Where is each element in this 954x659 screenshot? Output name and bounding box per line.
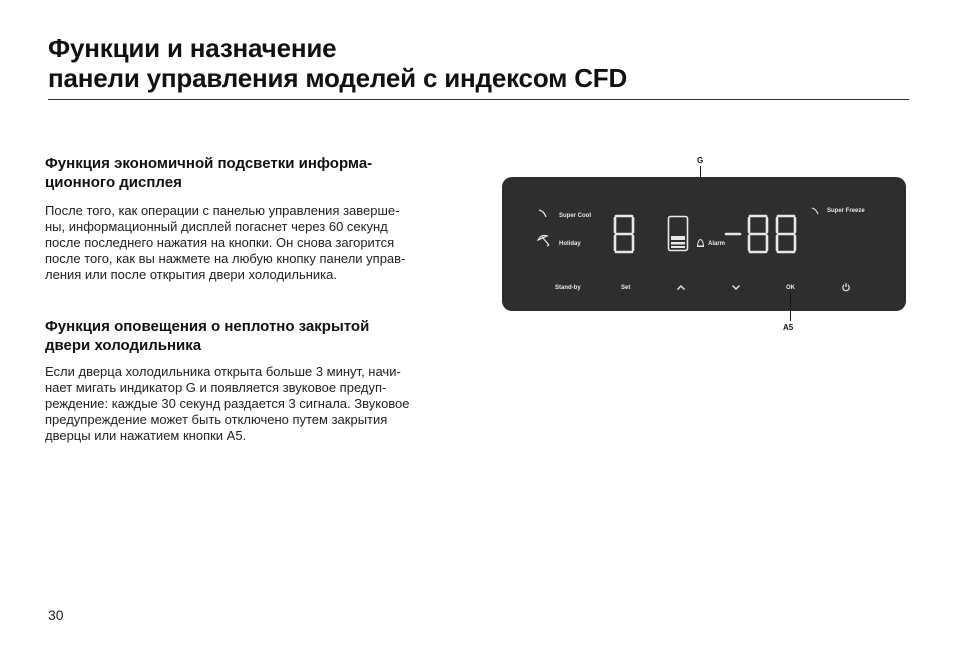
callout-a5-line — [790, 293, 791, 321]
freezer-temp-digits — [724, 214, 802, 254]
section-1-body-line-2: ны, информационный дисплей погаснет через 60 секунд — [45, 219, 388, 234]
control-panel-display — [502, 177, 906, 311]
standby-button[interactable]: Stand-by — [555, 285, 581, 291]
section-2-body-line-3: реждение: каждые 30 секунд раздается 3 сигнала. Звуковое — [45, 396, 410, 411]
super-cool-indicator-icon — [538, 209, 548, 219]
page-title-line-2: панели управления моделей с индексом CFD — [48, 63, 628, 93]
alarm-label: Alarm — [708, 241, 726, 247]
section-1-heading-line-1: Функция экономичной подсветки информа- — [45, 155, 373, 172]
page-title — [48, 33, 627, 93]
set-button[interactable]: Set — [621, 285, 631, 291]
section-heading-economy-display — [45, 154, 455, 192]
super-freeze-label: Super Freeze — [827, 208, 865, 214]
umbrella-icon — [536, 233, 552, 247]
down-arrow-icon[interactable] — [731, 284, 741, 291]
bell-icon — [696, 238, 705, 248]
section-2-body-line-2: нает мигать индикатор G и появляется звуковое предуп- — [45, 380, 387, 395]
super-cool-label: Super Cool — [559, 213, 592, 219]
power-icon[interactable] — [841, 282, 851, 292]
page-title-line-1: Функции и назначение — [48, 33, 337, 63]
section-1-heading-line-2: ционного дисплея — [45, 174, 182, 191]
callout-g-label: G — [697, 156, 704, 165]
page-number: 30 — [48, 607, 64, 623]
section-1-body-line-1: После того, как операции с панелью управления заверше- — [45, 203, 400, 218]
section-1-body-line-3: после последнего нажатия на кнопки. Он снова загорится — [45, 235, 395, 250]
holiday-label: Holiday — [559, 241, 581, 247]
section-1-body-line-5: ления или после открытия двери холодильника. — [45, 267, 337, 282]
section-2-body-line-4: предупреждение может быть отключено путем закрытия — [45, 412, 388, 427]
up-arrow-icon[interactable] — [676, 284, 686, 291]
section-2-body-line-5: дверцы или нажатием кнопки A5. — [45, 428, 247, 443]
section-body-door-alarm — [45, 364, 455, 444]
section-heading-door-alarm — [45, 317, 455, 355]
section-2-heading-line-1: Функция оповещения о неплотно закрытой — [45, 318, 370, 335]
callout-a5-label: A5 — [783, 323, 794, 332]
section-2-heading-line-2: двери холодильника — [45, 337, 202, 354]
title-divider — [48, 99, 909, 100]
super-freeze-indicator-icon — [811, 207, 820, 216]
section-2-body-line-1: Если дверца холодильника открыта больше 3 минут, начи- — [45, 364, 401, 379]
section-body-economy-display — [45, 203, 455, 283]
fridge-icon — [667, 215, 689, 252]
ok-button[interactable]: OK — [786, 285, 795, 291]
section-1-body-line-4: после того, как вы нажмете на любую кнопку панели управ- — [45, 251, 406, 266]
fridge-temp-digit — [612, 214, 636, 254]
